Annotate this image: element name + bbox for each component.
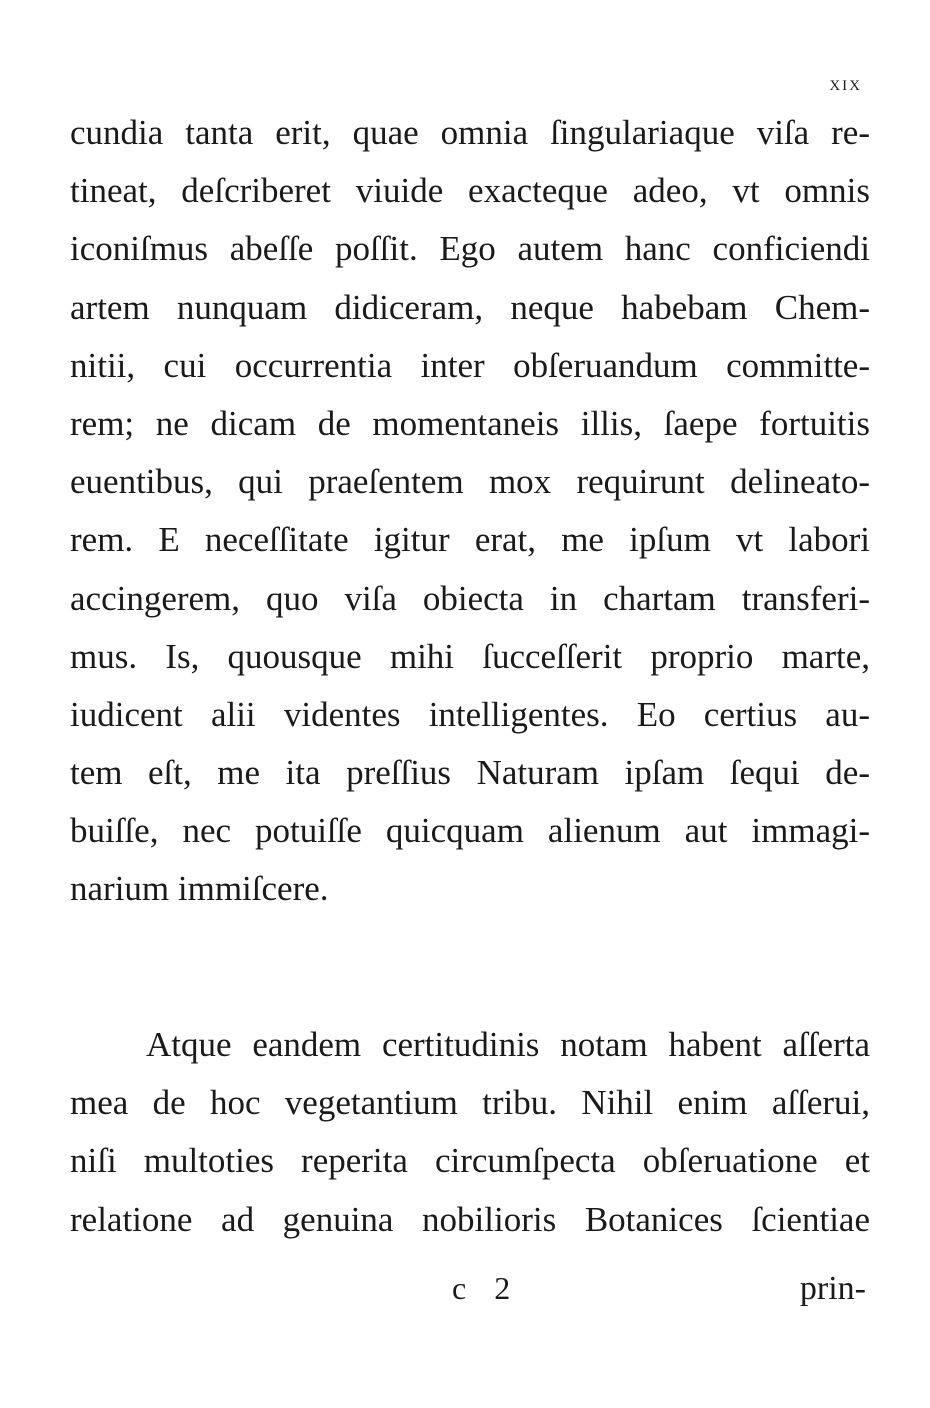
text-line: rem. E neceſſitate igitur erat, me ipſum vt labori — [70, 520, 870, 560]
catchword: prin- — [799, 1270, 866, 1307]
text-line: tineat, deſcriberet viuide exacteque adeo, vt omnis — [70, 171, 870, 211]
text-line: mus. Is, quousque mihi ſucceſſerit proprio marte, — [70, 636, 870, 676]
text-line: iudicent alii videntes intelligentes. Eo certius au- — [70, 694, 870, 734]
text-line: tem eſt, me ita preſſius Naturam ipſam ſequi de- — [70, 753, 870, 793]
text-line: Atque eandem certitudinis notam habent aſſerta — [146, 1025, 870, 1064]
text-line: cundia tanta erit, quae omnia ſingulariaque viſa re- — [70, 113, 870, 152]
text-line: narium immiſcere. — [70, 869, 329, 909]
text-line: rem; ne dicam de momentaneis illis, ſaepe fortuitis — [70, 403, 870, 443]
text-line: euentibus, qui praeſentem mox requirunt delineato- — [70, 462, 870, 502]
text-line: iconiſmus abeſſe poſſit. Ego autem hanc conficiendi — [70, 229, 870, 269]
text-line: niſi multoties reperita circumſpecta obſeruatione et — [70, 1141, 870, 1181]
text-line: buiſſe, nec potuiſſe quicquam alienum aut immagi- — [70, 811, 870, 851]
text-line: relatione ad genuina nobilioris Botanices ſcientiae — [70, 1199, 870, 1239]
paragraph-2 — [70, 1016, 870, 1249]
page-number: xix — [829, 70, 862, 95]
paragraph-1 — [70, 104, 870, 919]
text-line: accingerem, quo viſa obiecta in chartam transferi- — [70, 578, 870, 618]
signature-mark: c 2 — [452, 1270, 521, 1306]
text-line: mea de hoc vegetantium tribu. Nihil enim aſſerui, — [70, 1083, 870, 1123]
text-line: artem nunquam didiceram, neque habebam Chem- — [70, 287, 870, 327]
text-line: nitii, cui occurrentia inter obſeruandum committe- — [70, 345, 870, 385]
